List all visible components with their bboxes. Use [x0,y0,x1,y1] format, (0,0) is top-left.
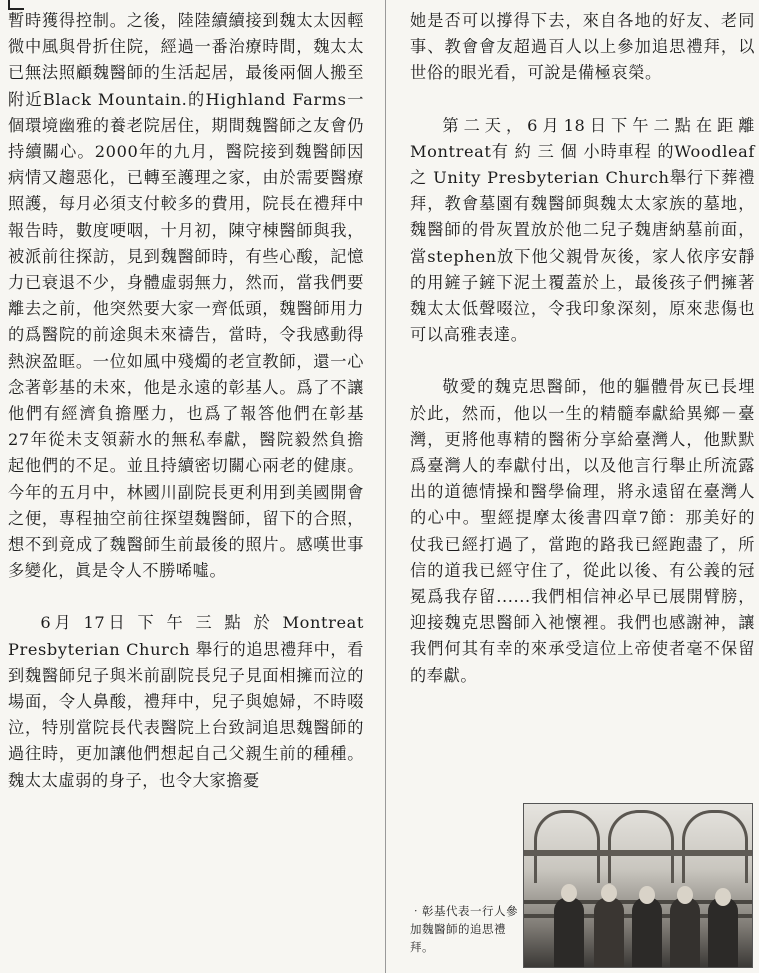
right-paragraph-2: 第二天，6月18日下午二點在距離Montreat有 約 三 個 小時車程 的Woodleaf之 Unity Presbyterian Church舉行下葬禮拜，教會墓園有魏醫師與魏太太家族的墓地，魏醫師的骨灰置放於他二兒子魏唐納墓前面，當stephen放下他父親骨灰後，家人依序安靜的用鏟子鏟下泥土覆蓋於上，最後孩子們擁著魏太太低聲啜泣，令我印象深刻，原來悲傷也可以高雅表達。 [410,115,755,345]
person [632,897,662,967]
left-paragraph-1: 暫時獲得控制。之後，陸陸續續接到魏太太因輕微中風與骨折住院，經過一番治療時間，魏太太已無法照顧魏醫師的生活起居，最後兩個人搬至附近Black Mountain.的Highland Farms一個環境幽雅的養老院居住，期間魏醫師之友會仍持續關心。2000年的九月，醫院接到魏醫師因病情又趨惡化，已轉至護理之家，由於需要醫療照護，每月必須支付較多的費用，院長在禮拜中報告時，數度哽咽，十月初，陳守棟醫師與我，被派前往探訪，見到魏醫師時，有些心酸，記憶力已衰退不少，身體虛弱無力，然而，當我們要離去之前，他突然要大家一齊低頭，魏醫師用力的爲醫院的前途與未來禱告，當時，令我感動得熱淚盈眶。一位如風中殘燭的老宣教師，還一心念著彰基的未來，他是永遠的彰基人。爲了不讓他們有經濟負擔壓力，也爲了報答他們在彰基27年從未支領薪水的無私奉獻，醫院毅然負擔起他們的不足。並且持續密切關心兩老的健康。今年的五月中，林國川副院長更利用到美國開會之便，專程抽空前往探望魏醫師，留下的合照，想不到竟成了魏醫師生前最後的照片。感嘆世事多變化，眞是令人不勝唏噓。 [8,11,364,581]
person-head [561,884,577,902]
photo-caption: ‧彰基代表一行人參加魏醫師的追思禮拜。 [410,904,518,954]
person [594,897,624,967]
person [708,897,738,967]
person-head [715,888,731,906]
church-arch [682,810,748,883]
left-paragraph-2: 6月 17日 下 午 三 點 於 Montreat Presbyterian Church 舉行的追思禮拜中，看到魏醫師兒子與米前副院長兒子見面相擁而泣的場面，令人鼻酸，禮拜中，兒子與媳婦，不時啜泣，特別當院長代表醫院上台致詞追思魏醫師的過往時，更加讓他們想起自己父親生前的種種。魏太太虛弱的身子，也令大家擔憂 [8,613,364,790]
right-paragraph-3: 敬愛的魏克思醫師，他的軀體骨灰已長埋於此，然而，他以一生的精髓奉獻給異鄉－臺灣，更將他專精的醫術分享給臺灣人，他默默爲臺灣人的奉獻付出，以及他言行舉止所流露出的道德情操和醫學倫理，將永遠留在臺灣人的心中。聖經提摩太後書四章7節：那美好的仗我已經打過了，當跑的路我已經跑盡了，所信的道我已經守住了，從此以後、有公義的冠冕爲我存留......我們相信神必早已展開臂膀，迎接魏克思醫師入祂懷裡。我們也感謝神，讓我們何其有幸的來承受這位上帝使者毫不保留的奉獻。 [410,377,755,685]
person [554,897,584,967]
church-arch [608,810,674,883]
person [670,897,700,967]
left-column [8,8,364,794]
balcony-beam [524,850,752,856]
paragraph-gap [410,348,755,374]
memorial-service-photo [523,803,753,968]
paragraph-gap [8,584,364,610]
person-head [601,884,617,902]
person-head [677,886,693,904]
paragraph-gap [410,87,755,113]
person-head [639,886,655,904]
church-arch [534,810,600,883]
column-divider [385,0,386,973]
right-column [410,8,755,689]
right-paragraph-1: 她是否可以撐得下去，來自各地的好友、老同事、教會會友超過百人以上參加追思禮拜，以世俗的眼光看，可說是備極哀榮。 [410,11,755,83]
